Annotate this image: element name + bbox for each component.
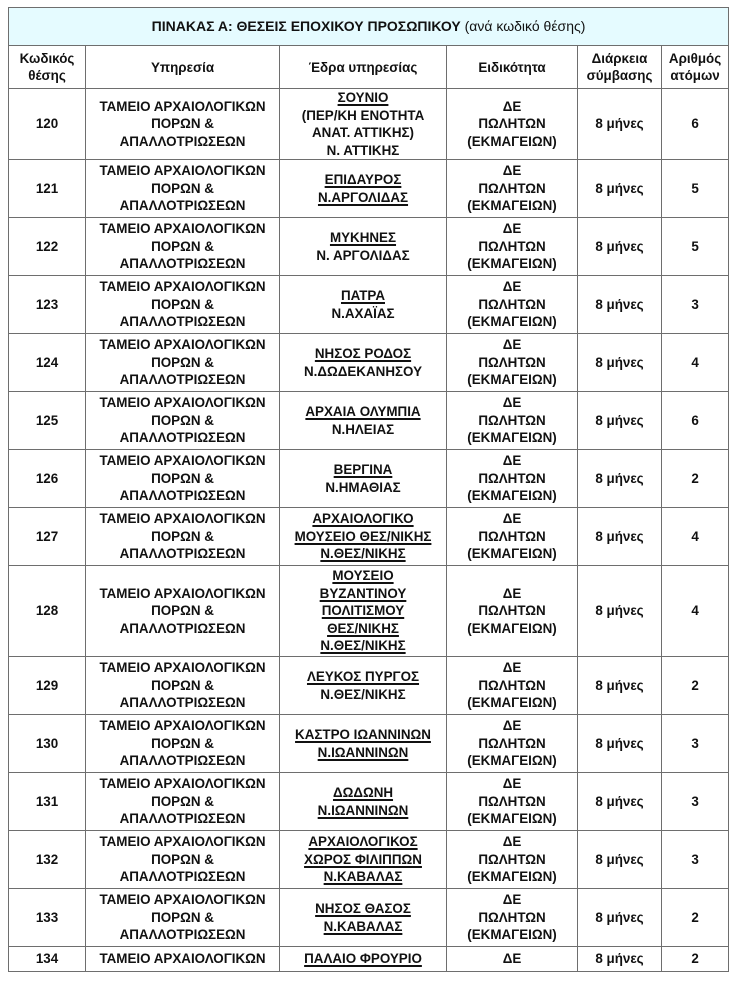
cell-code: 133: [9, 889, 86, 947]
cell-code: 125: [9, 392, 86, 450]
service-line: ΠΟΡΩΝ &: [151, 677, 214, 693]
cell-code: 128: [9, 566, 86, 657]
cell-duration: 8 μήνες: [578, 947, 662, 972]
specialty-line: (ΕΚΜΑΓΕΙΩΝ): [467, 753, 557, 769]
cell-service: [86, 160, 280, 218]
header-persons: [662, 46, 729, 89]
header-code-line: Κωδικός: [19, 51, 75, 66]
service-line: ΑΠΑΛΛΟΤΡΙΩΣΕΩΝ: [119, 620, 246, 636]
cell-seat: [280, 218, 447, 276]
cell-code: 124: [9, 334, 86, 392]
cell-duration: 8 μήνες: [578, 889, 662, 947]
seat-line-underlined: ΒΕΡΓΙΝΑ: [333, 462, 393, 477]
cell-service: [86, 276, 280, 334]
cell-specialty: [447, 566, 578, 657]
cell-specialty: [447, 160, 578, 218]
cell-code: 131: [9, 773, 86, 831]
seat-line: Ν. ΑΡΓΟΛΙΔΑΣ: [316, 247, 410, 263]
cell-code: 129: [9, 657, 86, 715]
cell-persons: 2: [662, 450, 729, 508]
cell-service: [86, 218, 280, 276]
seat-line-underlined: ΜΥΚΗΝΕΣ: [329, 230, 397, 245]
seat-line-underlined: ΘΕΣ/ΝΙΚΗΣ: [327, 620, 399, 636]
cell-seat: [280, 276, 447, 334]
specialty-line: ΔΕ: [502, 585, 522, 601]
cell-persons: 3: [662, 831, 729, 889]
table-row: [9, 947, 729, 972]
service-line: ΑΠΑΛΛΟΤΡΙΩΣΕΩΝ: [119, 695, 246, 711]
cell-service: [86, 715, 280, 773]
cell-specialty: [447, 276, 578, 334]
header-duration-line: Διάρκεια: [591, 51, 648, 66]
cell-service: [86, 889, 280, 947]
header-row: [9, 46, 729, 89]
specialty-line: ΠΩΛΗΤΩΝ: [478, 470, 546, 486]
header-code-line: θέσης: [28, 68, 66, 83]
specialty-line: (ΕΚΜΑΓΕΙΩΝ): [467, 927, 557, 943]
cell-seat: [280, 773, 447, 831]
seat-line-underlined: Ν.ΑΡΓΟΛΙΔΑΣ: [317, 189, 409, 205]
cell-persons: 3: [662, 773, 729, 831]
service-line: ΤΑΜΕΙΟ ΑΡΧΑΙΟΛΟΓΙΚΩΝ: [99, 279, 266, 295]
cell-seat: [280, 392, 447, 450]
service-line: ΑΠΑΛΛΟΤΡΙΩΣΕΩΝ: [119, 811, 246, 827]
specialty-line: ΠΩΛΗΤΩΝ: [478, 735, 546, 751]
cell-duration: 8 μήνες: [578, 89, 662, 160]
specialty-line: (ΕΚΜΑΓΕΙΩΝ): [467, 488, 557, 504]
service-line: ΠΟΡΩΝ &: [151, 116, 214, 132]
specialty-line: (ΕΚΜΑΓΕΙΩΝ): [467, 811, 557, 827]
cell-service: [86, 450, 280, 508]
seat-line-underlined: ΜΟΥΣΕΙΟ ΘΕΣ/ΝΙΚΗΣ: [294, 528, 432, 544]
seat-line-underlined: ΔΩΔΩΝΗ: [332, 785, 394, 800]
cell-duration: 8 μήνες: [578, 773, 662, 831]
specialty-line: ΠΩΛΗΤΩΝ: [478, 603, 546, 619]
cell-specialty: [447, 657, 578, 715]
cell-specialty: [447, 218, 578, 276]
service-line: ΑΠΑΛΛΟΤΡΙΩΣΕΩΝ: [119, 372, 246, 388]
table-row: [9, 160, 729, 218]
specialty-line: ΠΩΛΗΤΩΝ: [478, 116, 546, 132]
specialty-line: ΔΕ: [502, 776, 522, 792]
specialty-line: ΔΕ: [502, 453, 522, 469]
service-line: ΠΟΡΩΝ &: [151, 354, 214, 370]
seat-line-underlined: Ν.ΙΩΑΝΝΙΝΩΝ: [317, 802, 409, 818]
seat-line: Ν.ΗΛΕΙΑΣ: [331, 421, 395, 437]
cell-service: [86, 334, 280, 392]
seat-line-underlined: ΚΑΣΤΡΟ ΙΩΑΝΝΙΝΩΝ: [295, 727, 431, 742]
seat-line-underlined: Ν.ΚΑΒΑΛΑΣ: [323, 869, 403, 885]
specialty-line: ΔΕ: [502, 951, 522, 967]
service-line: ΑΠΑΛΛΟΤΡΙΩΣΕΩΝ: [119, 314, 246, 330]
specialty-line: ΠΩΛΗΤΩΝ: [478, 528, 546, 544]
service-line: ΤΑΜΕΙΟ ΑΡΧΑΙΟΛΟΓΙΚΩΝ: [99, 511, 266, 527]
service-line: ΑΠΑΛΛΟΤΡΙΩΣΕΩΝ: [119, 198, 246, 214]
specialty-line: ΔΕ: [502, 98, 522, 114]
cell-code: 130: [9, 715, 86, 773]
cell-duration: 8 μήνες: [578, 657, 662, 715]
specialty-line: ΠΩΛΗΤΩΝ: [478, 793, 546, 809]
service-line: ΠΟΡΩΝ &: [151, 528, 214, 544]
header-duration-line: σύμβασης: [586, 68, 653, 83]
service-line: ΤΑΜΕΙΟ ΑΡΧΑΙΟΛΟΓΙΚΩΝ: [99, 718, 266, 734]
cell-persons: 5: [662, 160, 729, 218]
service-line: ΤΑΜΕΙΟ ΑΡΧΑΙΟΛΟΓΙΚΩΝ: [99, 951, 266, 967]
cell-duration: 8 μήνες: [578, 276, 662, 334]
cell-seat: [280, 334, 447, 392]
table-row: [9, 334, 729, 392]
cell-service: [86, 773, 280, 831]
cell-seat: [280, 947, 447, 972]
cell-service: [86, 392, 280, 450]
seat-line-underlined: ΒΥΖΑΝΤΙΝΟΥ: [319, 585, 407, 601]
seat-line-underlined: ΑΡΧΑΙΑ ΟΛΥΜΠΙΑ: [305, 404, 421, 419]
seat-line-underlined: ΣΟΥΝΙΟ: [337, 90, 389, 105]
cell-seat: [280, 450, 447, 508]
cell-code: 132: [9, 831, 86, 889]
cell-service: [86, 657, 280, 715]
seat-line-underlined: ΜΟΥΣΕΙΟ: [332, 568, 394, 584]
table-title-bold: ΠΙΝΑΚΑΣ Α: ΘΕΣΕΙΣ ΕΠΟΧΙΚΟΥ ΠΡΟΣΩΠΙΚΟΥ: [151, 17, 461, 34]
cell-persons: 2: [662, 947, 729, 972]
service-line: ΠΟΡΩΝ &: [151, 603, 214, 619]
cell-service: [86, 89, 280, 160]
seat-line-underlined: Ν.ΘΕΣ/ΝΙΚΗΣ: [320, 638, 406, 654]
cell-persons: 3: [662, 276, 729, 334]
cell-specialty: [447, 773, 578, 831]
service-line: ΤΑΜΕΙΟ ΑΡΧΑΙΟΛΟΓΙΚΩΝ: [99, 98, 266, 114]
seat-line-underlined: Ν.ΚΑΒΑΛΑΣ: [323, 918, 403, 934]
specialty-line: (ΕΚΜΑΓΕΙΩΝ): [467, 546, 557, 562]
seat-line-underlined: ΝΗΣΟΣ ΘΑΣΟΣ: [315, 901, 411, 916]
cell-persons: 4: [662, 566, 729, 657]
seat-line-underlined: ΧΩΡΟΣ ΦΙΛΙΠΠΩΝ: [304, 851, 422, 867]
cell-duration: 8 μήνες: [578, 218, 662, 276]
cell-specialty: [447, 889, 578, 947]
service-line: ΤΑΜΕΙΟ ΑΡΧΑΙΟΛΟΓΙΚΩΝ: [99, 337, 266, 353]
seat-line-underlined: Ν.ΘΕΣ/ΝΙΚΗΣ: [320, 546, 406, 562]
specialty-line: ΔΕ: [502, 337, 522, 353]
specialty-line: (ΕΚΜΑΓΕΙΩΝ): [467, 430, 557, 446]
header-service: Υπηρεσία: [86, 46, 280, 89]
service-line: ΠΟΡΩΝ &: [151, 412, 214, 428]
table-row: [9, 773, 729, 831]
specialty-line: (ΕΚΜΑΓΕΙΩΝ): [467, 314, 557, 330]
cell-service: [86, 947, 280, 972]
service-line: ΑΠΑΛΛΟΤΡΙΩΣΕΩΝ: [119, 869, 246, 885]
cell-persons: 2: [662, 889, 729, 947]
service-line: ΠΟΡΩΝ &: [151, 909, 214, 925]
specialty-line: ΔΕ: [502, 221, 522, 237]
service-line: ΑΠΑΛΛΟΤΡΙΩΣΕΩΝ: [119, 546, 246, 562]
title-row: [9, 8, 729, 46]
service-line: ΤΑΜΕΙΟ ΑΡΧΑΙΟΛΟΓΙΚΩΝ: [99, 585, 266, 601]
cell-duration: 8 μήνες: [578, 160, 662, 218]
table-row: [9, 508, 729, 566]
service-line: ΠΟΡΩΝ &: [151, 793, 214, 809]
specialty-line: ΔΕ: [502, 718, 522, 734]
header-persons-line: ατόμων: [670, 68, 720, 83]
seat-line-underlined: ΑΡΧΑΙΟΛΟΓΙΚΟΣ: [308, 834, 418, 850]
service-line: ΤΑΜΕΙΟ ΑΡΧΑΙΟΛΟΓΙΚΩΝ: [99, 892, 266, 908]
specialty-line: ΠΩΛΗΤΩΝ: [478, 851, 546, 867]
specialty-line: ΠΩΛΗΤΩΝ: [478, 412, 546, 428]
service-line: ΑΠΑΛΛΟΤΡΙΩΣΕΩΝ: [119, 256, 246, 272]
service-line: ΤΑΜΕΙΟ ΑΡΧΑΙΟΛΟΓΙΚΩΝ: [99, 834, 266, 850]
table-title: [9, 8, 729, 46]
table-row: [9, 715, 729, 773]
cell-code: 120: [9, 89, 86, 160]
cell-code: 127: [9, 508, 86, 566]
cell-specialty: [447, 334, 578, 392]
service-line: ΠΟΡΩΝ &: [151, 238, 214, 254]
service-line: ΤΑΜΕΙΟ ΑΡΧΑΙΟΛΟΓΙΚΩΝ: [99, 163, 266, 179]
cell-seat: [280, 566, 447, 657]
service-line: ΑΠΑΛΛΟΤΡΙΩΣΕΩΝ: [119, 488, 246, 504]
service-line: ΠΟΡΩΝ &: [151, 470, 214, 486]
table-row: [9, 657, 729, 715]
cell-persons: 2: [662, 657, 729, 715]
seat-line-underlined: Ν.ΙΩΑΝΝΙΝΩΝ: [317, 744, 409, 760]
cell-duration: 8 μήνες: [578, 715, 662, 773]
cell-duration: 8 μήνες: [578, 566, 662, 657]
cell-persons: 6: [662, 89, 729, 160]
header-seat: Έδρα υπηρεσίας: [280, 46, 447, 89]
service-line: ΑΠΑΛΛΟΤΡΙΩΣΕΩΝ: [119, 430, 246, 446]
seat-line-underlined: ΠΑΛΑΙΟ ΦΡΟΥΡΙΟ: [304, 951, 422, 967]
seat-line: Ν.ΔΩΔΕΚΑΝΗΣΟΥ: [304, 363, 422, 379]
header-specialty: Ειδικότητα: [447, 46, 578, 89]
service-line: ΤΑΜΕΙΟ ΑΡΧΑΙΟΛΟΓΙΚΩΝ: [99, 395, 266, 411]
table-row: [9, 89, 729, 160]
seat-line-underlined: ΝΗΣΟΣ ΡΟΔΟΣ: [314, 346, 412, 361]
cell-specialty: [447, 715, 578, 773]
cell-duration: 8 μήνες: [578, 450, 662, 508]
header-persons-line: Αριθμός: [668, 51, 722, 66]
cell-persons: 5: [662, 218, 729, 276]
specialty-line: ΔΕ: [502, 834, 522, 850]
seat-line-underlined: ΕΠΙΔΑΥΡΟΣ: [324, 172, 402, 187]
specialty-line: ΠΩΛΗΤΩΝ: [478, 180, 546, 196]
cell-specialty: [447, 831, 578, 889]
service-line: ΠΟΡΩΝ &: [151, 180, 214, 196]
cell-code: 126: [9, 450, 86, 508]
cell-specialty: [447, 508, 578, 566]
seat-line: Ν.ΑΧΑΪΑΣ: [331, 305, 395, 321]
seat-line: ΑΝΑΤ. ΑΤΤΙΚΗΣ): [311, 125, 415, 140]
cell-specialty: [447, 392, 578, 450]
seat-line: (ΠΕΡ/ΚΗ ΕΝΟΤΗΤΑ: [301, 107, 425, 123]
table-row: [9, 450, 729, 508]
cell-specialty: [447, 450, 578, 508]
table-body: [9, 89, 729, 972]
seat-line-underlined: ΠΑΤΡΑ: [340, 288, 385, 303]
cell-seat: [280, 160, 447, 218]
service-line: ΤΑΜΕΙΟ ΑΡΧΑΙΟΛΟΓΙΚΩΝ: [99, 776, 266, 792]
cell-code: 134: [9, 947, 86, 972]
specialty-line: ΔΕ: [502, 660, 522, 676]
cell-seat: [280, 889, 447, 947]
cell-persons: 6: [662, 392, 729, 450]
cell-seat: [280, 508, 447, 566]
seat-line: Ν. ΑΤΤΙΚΗΣ: [326, 142, 400, 158]
service-line: ΑΠΑΛΛΟΤΡΙΩΣΕΩΝ: [119, 753, 246, 769]
specialty-line: (ΕΚΜΑΓΕΙΩΝ): [467, 133, 557, 149]
cell-seat: [280, 715, 447, 773]
table-row: [9, 276, 729, 334]
cell-duration: 8 μήνες: [578, 831, 662, 889]
table-title-regular: (ανά κωδικό θέσης): [464, 17, 586, 34]
table-row: [9, 218, 729, 276]
specialty-line: (ΕΚΜΑΓΕΙΩΝ): [467, 620, 557, 636]
specialty-line: ΠΩΛΗΤΩΝ: [478, 354, 546, 370]
specialty-line: ΠΩΛΗΤΩΝ: [478, 909, 546, 925]
seat-line-underlined: ΠΟΛΙΤΙΣΜΟΥ: [321, 603, 405, 619]
table-row: [9, 392, 729, 450]
service-line: ΑΠΑΛΛΟΤΡΙΩΣΕΩΝ: [119, 133, 246, 149]
positions-table: [8, 7, 729, 972]
specialty-line: ΔΕ: [502, 511, 522, 527]
cell-persons: 4: [662, 334, 729, 392]
seat-line: Ν.ΘΕΣ/ΝΙΚΗΣ: [320, 686, 406, 702]
table-row: [9, 566, 729, 657]
service-line: ΠΟΡΩΝ &: [151, 851, 214, 867]
header-duration: [578, 46, 662, 89]
cell-seat: [280, 831, 447, 889]
specialty-line: (ΕΚΜΑΓΕΙΩΝ): [467, 869, 557, 885]
cell-seat: [280, 657, 447, 715]
specialty-line: ΔΕ: [502, 163, 522, 179]
table-row: [9, 831, 729, 889]
service-line: ΤΑΜΕΙΟ ΑΡΧΑΙΟΛΟΓΙΚΩΝ: [99, 221, 266, 237]
specialty-line: ΠΩΛΗΤΩΝ: [478, 677, 546, 693]
cell-service: [86, 566, 280, 657]
seat-line-underlined: ΑΡΧΑΙΟΛΟΓΙΚΟ: [312, 511, 414, 527]
cell-duration: 8 μήνες: [578, 334, 662, 392]
specialty-line: ΔΕ: [502, 395, 522, 411]
cell-persons: 3: [662, 715, 729, 773]
cell-specialty: [447, 89, 578, 160]
specialty-line: (ΕΚΜΑΓΕΙΩΝ): [467, 695, 557, 711]
cell-code: 122: [9, 218, 86, 276]
specialty-line: ΔΕ: [502, 892, 522, 908]
document-page: [8, 7, 728, 972]
cell-seat: [280, 89, 447, 160]
specialty-line: ΠΩΛΗΤΩΝ: [478, 296, 546, 312]
specialty-line: (ΕΚΜΑΓΕΙΩΝ): [467, 198, 557, 214]
service-line: ΠΟΡΩΝ &: [151, 296, 214, 312]
seat-line: Ν.ΗΜΑΘΙΑΣ: [325, 479, 401, 495]
cell-service: [86, 831, 280, 889]
specialty-line: (ΕΚΜΑΓΕΙΩΝ): [467, 372, 557, 388]
specialty-line: ΔΕ: [502, 279, 522, 295]
header-code: [9, 46, 86, 89]
cell-service: [86, 508, 280, 566]
specialty-line: ΠΩΛΗΤΩΝ: [478, 238, 546, 254]
cell-specialty: [447, 947, 578, 972]
service-line: ΑΠΑΛΛΟΤΡΙΩΣΕΩΝ: [119, 927, 246, 943]
service-line: ΠΟΡΩΝ &: [151, 735, 214, 751]
specialty-line: (ΕΚΜΑΓΕΙΩΝ): [467, 256, 557, 272]
cell-duration: 8 μήνες: [578, 392, 662, 450]
cell-duration: 8 μήνες: [578, 508, 662, 566]
table-row: [9, 889, 729, 947]
service-line: ΤΑΜΕΙΟ ΑΡΧΑΙΟΛΟΓΙΚΩΝ: [99, 453, 266, 469]
cell-persons: 4: [662, 508, 729, 566]
cell-code: 121: [9, 160, 86, 218]
seat-line-underlined: ΛΕΥΚΟΣ ΠΥΡΓΟΣ: [306, 669, 420, 684]
cell-code: 123: [9, 276, 86, 334]
service-line: ΤΑΜΕΙΟ ΑΡΧΑΙΟΛΟΓΙΚΩΝ: [99, 660, 266, 676]
